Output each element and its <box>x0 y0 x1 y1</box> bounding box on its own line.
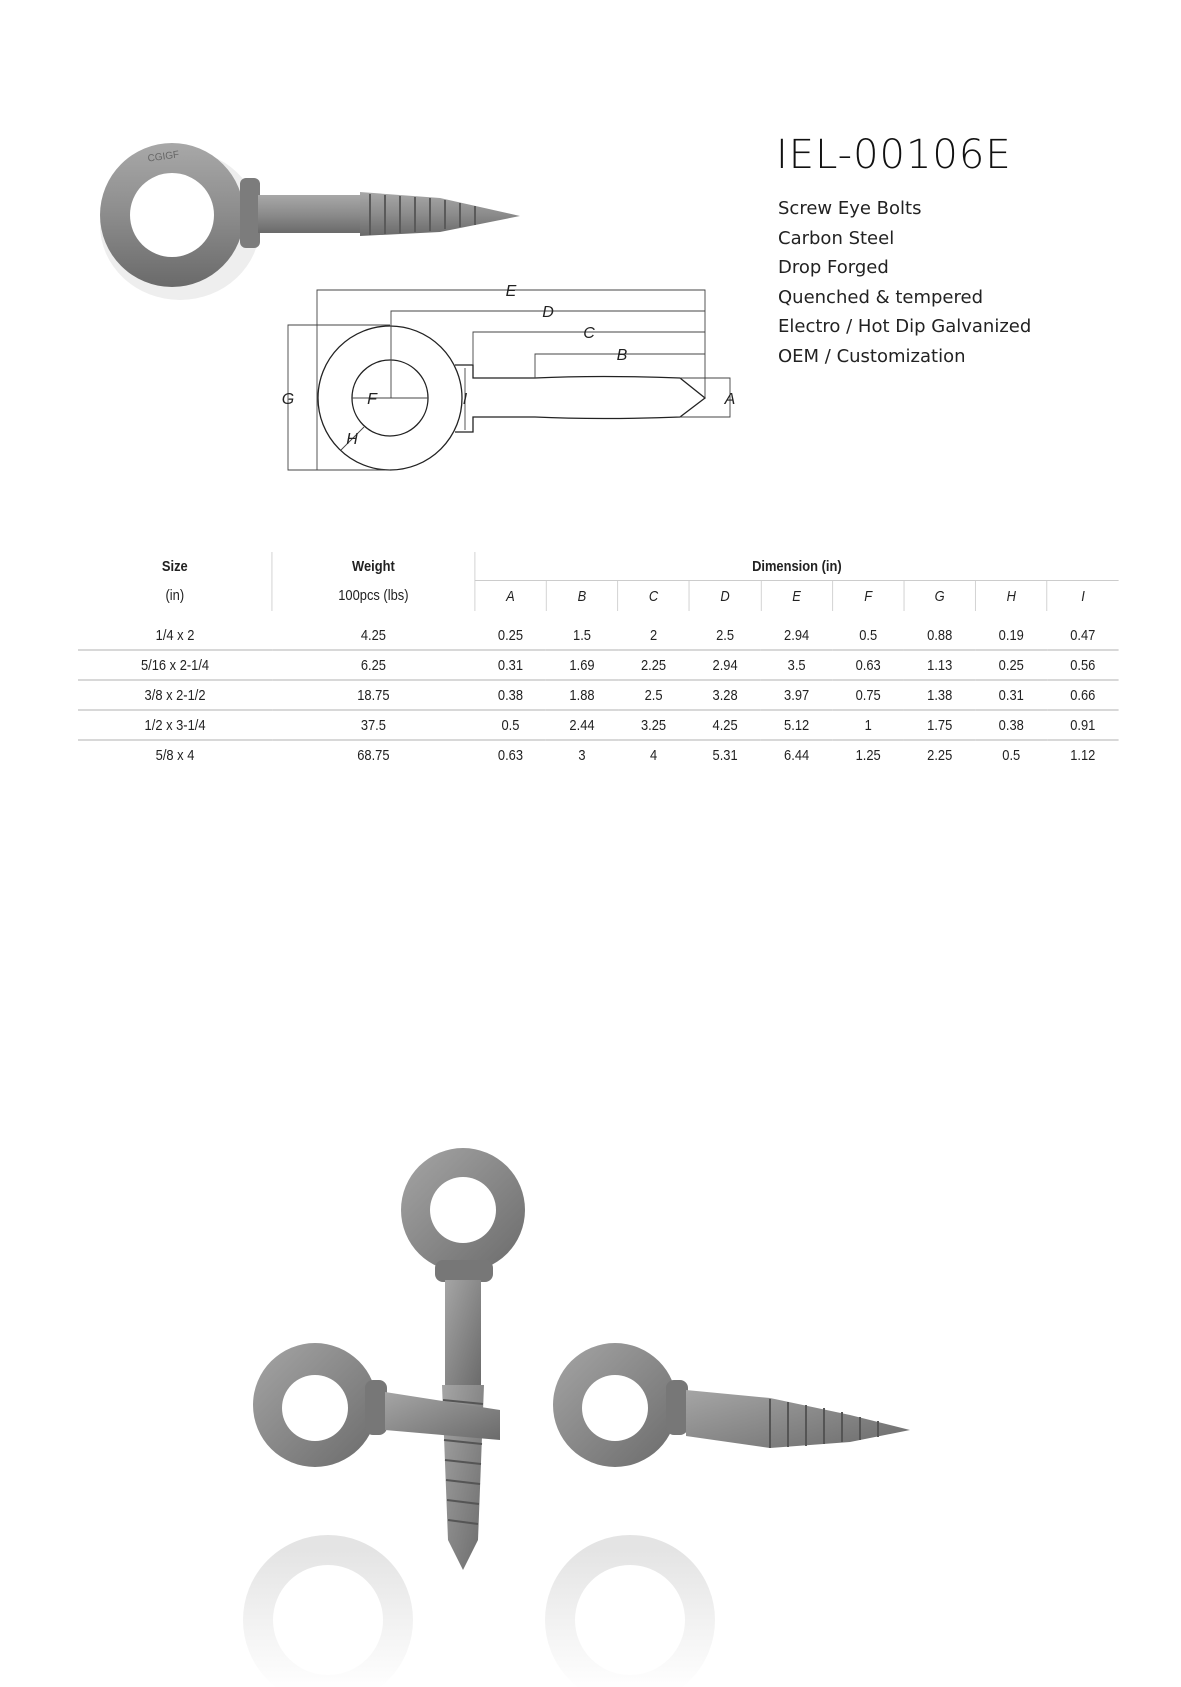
feature-item: Electro / Hot Dip Galvanized <box>778 316 1032 338</box>
dimension-cell: 0.75 <box>832 680 904 710</box>
weight-header: Weight <box>272 552 475 581</box>
dimension-cell: 0.25 <box>475 621 547 650</box>
col-C: C <box>618 581 690 612</box>
size-header: Size <box>161 557 188 575</box>
feature-item: OEM / Customization <box>778 345 966 367</box>
dimension-cell: 5.31 <box>712 746 738 764</box>
col-A: A <box>475 581 547 612</box>
weight-cell: 18.75 <box>272 680 475 710</box>
dimension-cell: 6.44 <box>784 746 810 764</box>
dimension-cell: 0.5 <box>832 621 904 650</box>
col-G: G <box>904 581 976 612</box>
dimension-cell: 3.28 <box>689 680 761 710</box>
col-I: I <box>1047 581 1119 612</box>
dimension-cell: 2.25 <box>927 746 953 764</box>
dimension-cell: 0.38 <box>475 680 547 710</box>
weight-cell: 37.5 <box>272 710 475 740</box>
feature-item: Carbon Steel <box>778 227 895 249</box>
dimension-cell: 0.38 <box>975 710 1047 740</box>
table-row <box>78 650 1119 680</box>
label-F: F <box>367 391 377 408</box>
dimension-header: Dimension (in) <box>475 552 1119 581</box>
dimension-cell: 3.25 <box>618 710 690 740</box>
size-cell: 5/8 x 4 <box>155 746 195 764</box>
dimension-cell: 3.97 <box>761 680 833 710</box>
col-E: E <box>761 581 833 612</box>
dimension-cell: 0.31 <box>975 680 1047 710</box>
table-row <box>78 621 1119 650</box>
dimension-cell: 1.25 <box>855 746 881 764</box>
dimension-cell: 0.47 <box>1047 621 1119 650</box>
product-photo-group <box>230 1140 990 1687</box>
dimension-cell: 0.25 <box>975 650 1047 680</box>
dimension-cell: 2.44 <box>546 710 618 740</box>
dimension-cell: 3 <box>578 746 586 764</box>
weight-cell: 68.75 <box>357 746 390 764</box>
dimension-cell: 1.69 <box>546 650 618 680</box>
weight-cell: 4.25 <box>272 621 475 650</box>
spec-table <box>78 552 1119 769</box>
dimension-cell: 1 <box>832 710 904 740</box>
dimension-cell: 1.12 <box>1070 746 1096 764</box>
label-I: I <box>462 391 468 408</box>
dimension-cell: 1.38 <box>904 680 976 710</box>
dimension-diagram <box>0 0 1181 500</box>
table-row <box>78 740 1119 769</box>
weight-cell: 6.25 <box>272 650 475 680</box>
table-row <box>78 680 1119 710</box>
dimension-cell: 0.19 <box>975 621 1047 650</box>
dimension-cell: 1.5 <box>546 621 618 650</box>
size-cell: 5/16 x 2-1/4 <box>78 650 272 680</box>
dimension-cell: 0.31 <box>475 650 547 680</box>
dimension-cell: 3.5 <box>761 650 833 680</box>
dimension-cell: 0.56 <box>1047 650 1119 680</box>
feature-item: Drop Forged <box>778 257 889 279</box>
col-B: B <box>546 581 618 612</box>
label-C: C <box>583 325 595 342</box>
dimension-cell: 0.63 <box>832 650 904 680</box>
dimension-cell: 2.5 <box>618 680 690 710</box>
dimension-cell: 0.5 <box>475 710 547 740</box>
label-E: E <box>505 283 517 300</box>
table-row <box>78 710 1119 740</box>
dimension-cell: 2.25 <box>618 650 690 680</box>
dimension-cell: 2.94 <box>689 650 761 680</box>
dimension-cell: 0.88 <box>904 621 976 650</box>
dimension-cell: 4.25 <box>689 710 761 740</box>
dimension-cell: 0.91 <box>1047 710 1119 740</box>
col-D: D <box>689 581 761 612</box>
label-B: B <box>616 347 628 364</box>
col-F: F <box>832 581 904 612</box>
size-cell: 3/8 x 2-1/2 <box>78 680 272 710</box>
forging-mark: CGIGF <box>147 149 180 165</box>
product-code: IEL-00106E <box>776 132 1012 178</box>
dimension-cell: 1.75 <box>904 710 976 740</box>
dimension-cell: 1.88 <box>546 680 618 710</box>
label-D: D <box>542 304 554 321</box>
size-cell: 1/4 x 2 <box>78 621 272 650</box>
col-H: H <box>975 581 1047 612</box>
label-A: A <box>724 391 736 408</box>
feature-item: Quenched & tempered <box>778 286 984 308</box>
dimension-cell: 2 <box>618 621 690 650</box>
dimension-cell: 0.63 <box>497 746 524 764</box>
dimension-cell: 2.5 <box>689 621 761 650</box>
weight-unit: 100pcs (lbs) <box>272 581 475 612</box>
dimension-cell: 0.5 <box>1002 746 1021 764</box>
dimension-cell: 4 <box>649 746 658 764</box>
label-G: G <box>281 391 295 408</box>
feature-item: Screw Eye Bolts <box>778 198 922 219</box>
dimension-cell: 5.12 <box>761 710 833 740</box>
size-cell: 1/2 x 3-1/4 <box>78 710 272 740</box>
dimension-cell: 0.66 <box>1047 680 1119 710</box>
label-H: H <box>346 431 358 448</box>
dimension-cell: 2.94 <box>761 621 833 650</box>
size-unit: (in) <box>165 587 185 605</box>
dimension-cell: 1.13 <box>904 650 976 680</box>
